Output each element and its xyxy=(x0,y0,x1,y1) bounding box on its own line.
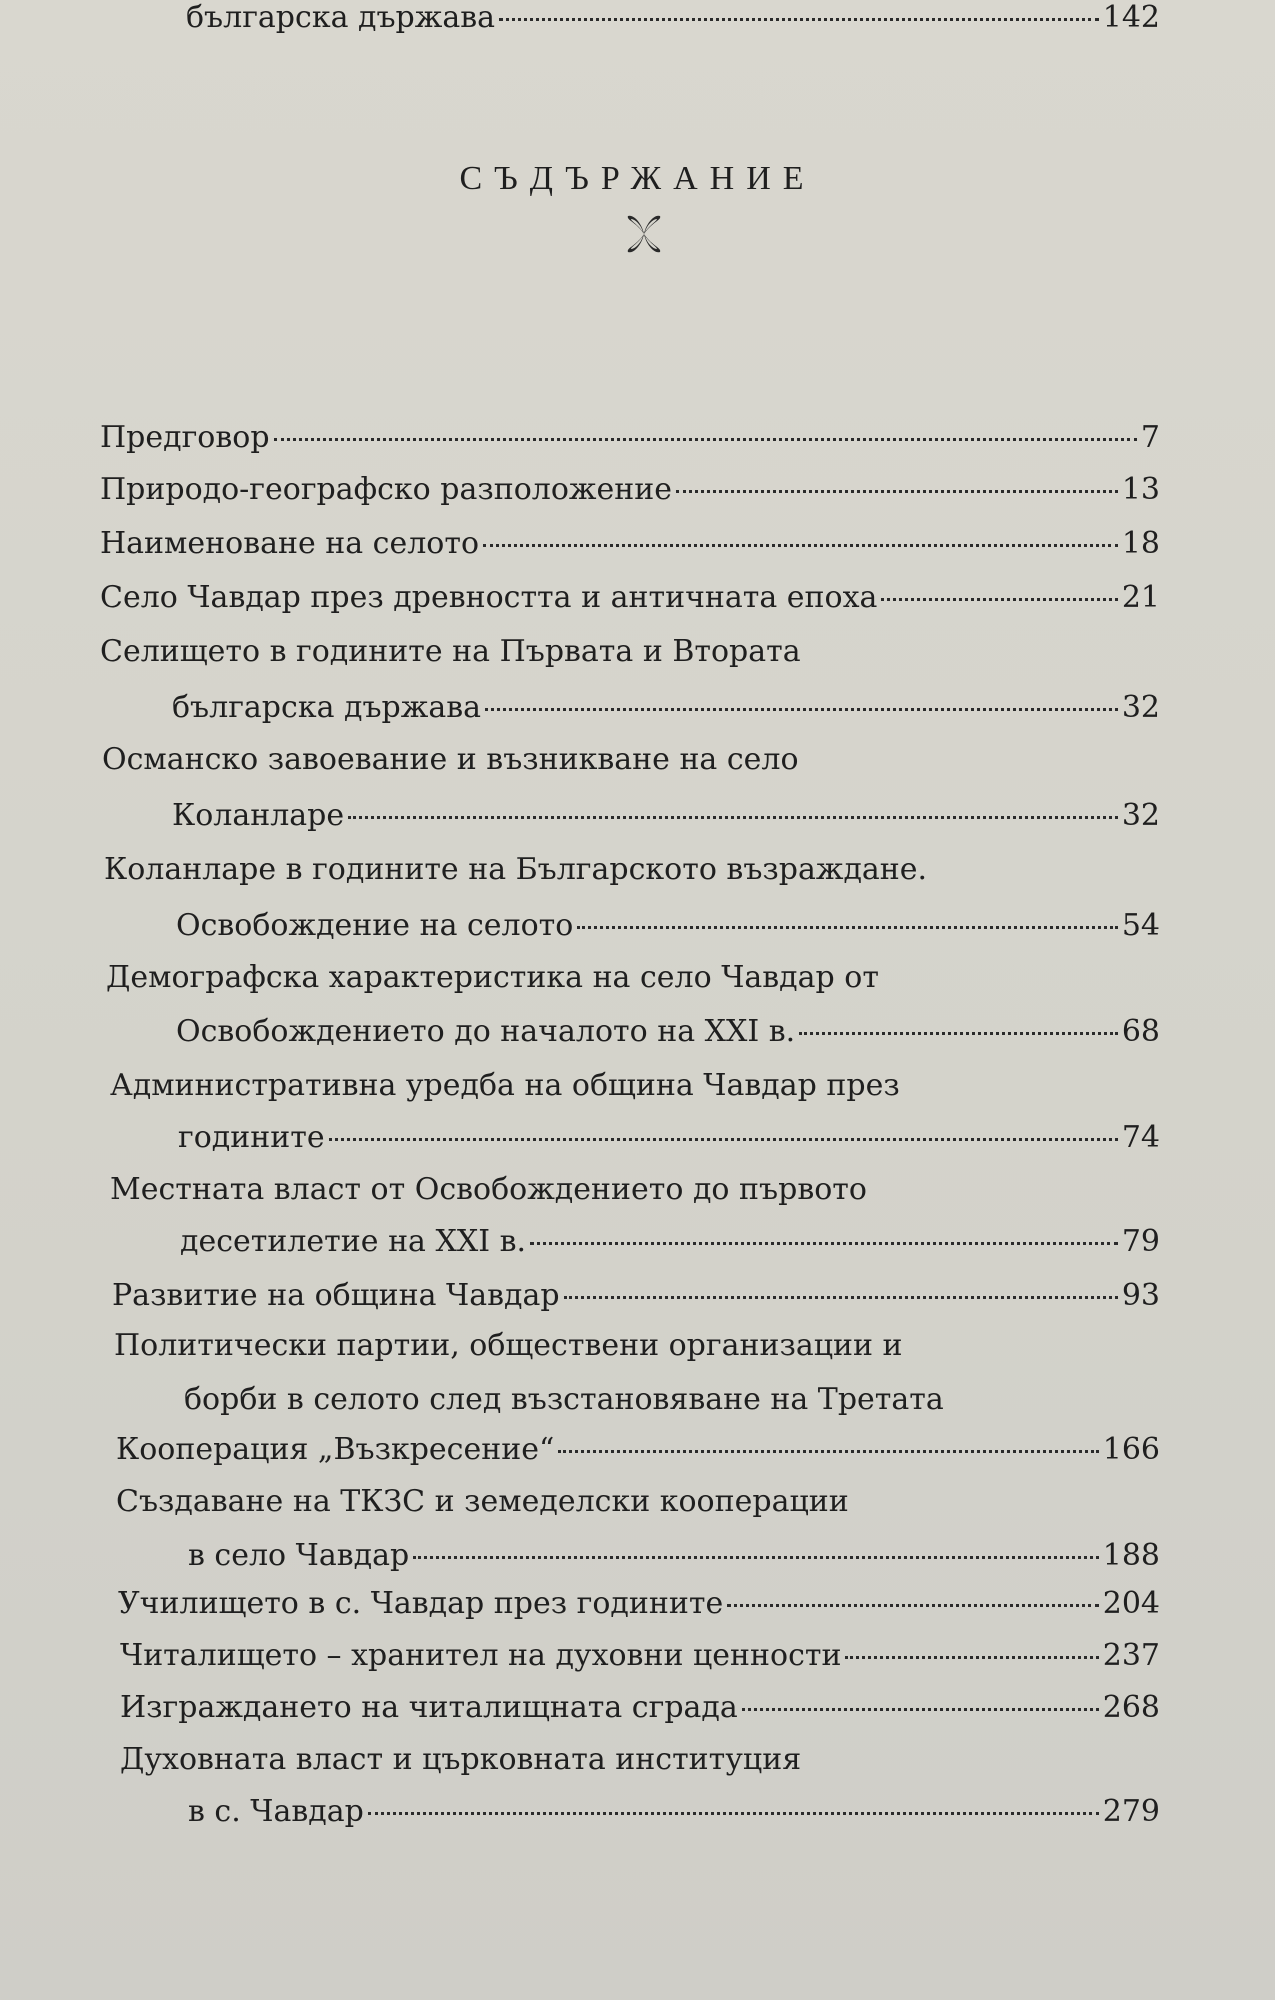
toc-page-number: 166 xyxy=(1102,1432,1160,1467)
toc-entry-line xyxy=(114,1328,903,1372)
toc-page-number: 188 xyxy=(1102,1538,1160,1573)
dot-leader xyxy=(329,1138,1118,1141)
toc-entry-title: Административна уредба на община Чавдар през xyxy=(110,1068,900,1103)
toc-entry-title: Селището в годините на Първата и Втората xyxy=(100,634,801,669)
toc-page-number: 32 xyxy=(1121,690,1160,725)
dot-leader xyxy=(530,1242,1118,1245)
toc-page-number: 279 xyxy=(1102,1794,1160,1829)
dot-leader xyxy=(881,598,1117,601)
toc-page-number: 74 xyxy=(1121,1120,1160,1155)
dot-leader xyxy=(499,18,1099,21)
toc-entry-title: Османско завоевание и възникване на село xyxy=(102,742,799,777)
toc-page-number: 142 xyxy=(1102,0,1160,35)
toc-page-number: 268 xyxy=(1102,1690,1160,1725)
toc-entry-line xyxy=(102,742,799,786)
toc-entry-title: в село Чавдар xyxy=(188,1538,410,1573)
toc-entry-title: Наименоване на селото xyxy=(100,526,479,561)
dot-leader xyxy=(577,926,1117,929)
dot-leader xyxy=(485,708,1118,711)
toc-entry-title: Училището в с. Чавдар през годините xyxy=(118,1586,724,1621)
toc-entry-title: Освобождението до началото на XXI в. xyxy=(176,1014,796,1049)
dot-leader xyxy=(274,438,1137,441)
toc-page-number: 237 xyxy=(1102,1638,1160,1673)
toc-entry-line xyxy=(172,798,1160,842)
toc-entry-line xyxy=(100,472,1160,516)
dot-leader xyxy=(845,1656,1098,1659)
toc-entry-line xyxy=(176,908,1160,952)
toc-page-number: 54 xyxy=(1121,908,1160,943)
page-title: СЪДЪРЖАНИЕ xyxy=(459,160,816,197)
toc-entry-line xyxy=(188,1794,1160,1838)
toc-entry-line xyxy=(176,1014,1160,1058)
toc-page-number: 79 xyxy=(1121,1224,1160,1259)
toc-entry-line xyxy=(118,1586,1160,1630)
toc-entry-line xyxy=(188,1538,1160,1582)
toc-entry-title: Кооперация „Възкресение“ xyxy=(116,1432,555,1467)
dot-leader xyxy=(742,1708,1099,1711)
toc-entry-line xyxy=(100,580,1160,624)
toc-page-number: 204 xyxy=(1102,1586,1160,1621)
toc-entry-line xyxy=(180,1224,1160,1268)
toc-entry-line xyxy=(110,1172,867,1216)
toc-entry-line xyxy=(106,960,879,1004)
toc-entry-line xyxy=(100,526,1160,570)
toc-entry-line xyxy=(112,1278,1160,1322)
toc-entry-line xyxy=(186,0,1160,44)
dot-leader xyxy=(368,1812,1099,1815)
toc-entry-line xyxy=(120,1742,801,1786)
toc-entry-title: Развитие на община Чавдар xyxy=(112,1278,560,1313)
toc-entry-title: Коланларе xyxy=(172,798,345,833)
dot-leader xyxy=(348,816,1118,819)
dot-leader xyxy=(727,1604,1099,1607)
toc-entry-line xyxy=(120,1690,1160,1734)
dot-leader xyxy=(564,1296,1118,1299)
toc-entry-line xyxy=(184,1382,944,1426)
toc-entry-title: десетилетие на XXI в. xyxy=(180,1224,527,1259)
dot-leader xyxy=(483,544,1118,547)
toc-entry-title: Читалището – хранител на духовни ценности xyxy=(120,1638,842,1673)
toc-entry-title: Местната власт от Освобождението до първото xyxy=(110,1172,867,1207)
toc-entry-title: Духовната власт и църковната институция xyxy=(120,1742,802,1777)
toc-entry-line xyxy=(120,1638,1160,1682)
toc-entry-line xyxy=(178,1120,1160,1164)
toc-page-number: 21 xyxy=(1121,580,1160,615)
toc-entry-line xyxy=(116,1484,849,1528)
toc-entry-line xyxy=(104,852,927,896)
toc-entry-title: Демографска характеристика на село Чавдар от xyxy=(106,960,879,995)
toc-entry-title: Коланларе в годините на Българското възраждане. xyxy=(104,852,928,887)
toc-page-number: 18 xyxy=(1121,526,1160,561)
toc-page-number: 7 xyxy=(1140,420,1160,455)
dot-leader xyxy=(413,1556,1099,1559)
toc-page-number: 32 xyxy=(1121,798,1160,833)
dot-leader xyxy=(558,1450,1098,1453)
toc-entry-title: годините xyxy=(178,1120,325,1155)
dot-leader xyxy=(799,1032,1118,1035)
toc-entry-line xyxy=(116,1432,1160,1476)
toc-entry-title: Политически партии, обществени организации и xyxy=(114,1328,903,1363)
toc-page-number: 13 xyxy=(1121,472,1160,507)
dot-leader xyxy=(676,490,1118,493)
toc-entry-line xyxy=(100,634,801,678)
toc-entry-line xyxy=(172,690,1160,734)
toc-entry-title: Създаване на ТКЗС и земеделски кооперации xyxy=(116,1484,849,1519)
toc-entry-line xyxy=(110,1068,900,1112)
toc-entry-title: Изграждането на читалищната сграда xyxy=(120,1690,738,1725)
toc-entry-title: в с. Чавдар xyxy=(188,1794,364,1829)
toc-entry-title: българска държава xyxy=(172,690,482,725)
toc-entry-title: Предговор xyxy=(100,420,270,455)
toc-page-number: 68 xyxy=(1121,1014,1160,1049)
toc-entry-line xyxy=(100,420,1160,464)
toc-entry-title: Природо-географско разположение xyxy=(100,472,672,507)
toc-entry-title: Село Чавдар през древността и античната епоха xyxy=(100,580,878,615)
toc-entry-title: Освобождение на селото xyxy=(176,908,574,943)
toc-entry-title: българска държава xyxy=(186,0,496,35)
toc-entry-title: борби в селото след възстановяване на Третата xyxy=(184,1382,944,1417)
toc-page-number: 93 xyxy=(1121,1278,1160,1313)
